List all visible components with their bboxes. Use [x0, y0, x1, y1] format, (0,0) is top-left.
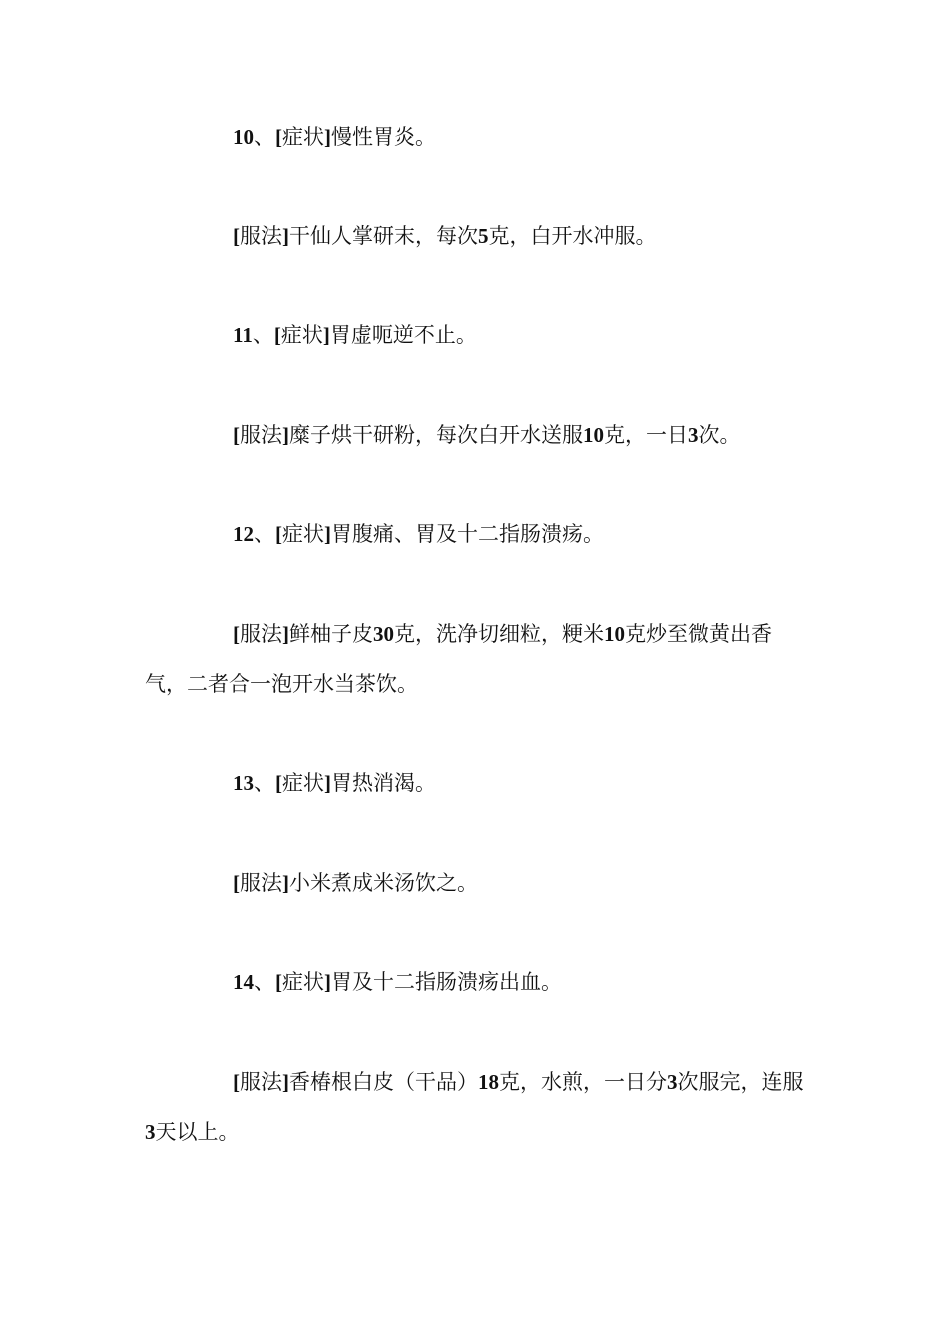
bold-segment: ]	[282, 1070, 289, 1094]
text-segment: 、	[254, 522, 275, 546]
bold-segment: 3	[145, 1120, 156, 1144]
bold-segment: ]	[282, 423, 289, 447]
text-segment: 次服完，连服	[677, 1070, 804, 1094]
text-segment: 、	[254, 771, 275, 795]
bold-segment: 10	[583, 423, 604, 447]
text-segment: 胃虚呃逆不止。	[329, 323, 477, 347]
text-segment: 服法	[240, 871, 282, 895]
text-segment: 症状	[282, 771, 324, 795]
symptom-paragraph-13	[145, 758, 809, 808]
text-segment: 次。	[698, 423, 741, 447]
bold-segment: 13	[233, 771, 254, 795]
dosage-paragraph-13	[145, 858, 809, 908]
text-segment: 服法	[240, 224, 282, 248]
text-segment: 小米煮成米汤饮之。	[289, 871, 478, 895]
bold-segment: [	[273, 323, 281, 347]
text-segment: 克，水煎，一日分	[499, 1070, 667, 1094]
bold-segment: 14	[233, 970, 254, 994]
bold-segment: 18	[478, 1070, 499, 1094]
bold-segment: [	[275, 125, 282, 149]
text-segment: 鲜柚子皮	[289, 622, 373, 646]
text-segment: 克，洗净切细粒，粳米	[394, 622, 604, 646]
bold-segment: [	[233, 224, 240, 248]
bold-segment: ]	[324, 125, 331, 149]
dosage-paragraph-12	[145, 609, 809, 709]
bold-segment: ]	[324, 970, 331, 994]
bold-segment: [	[275, 970, 282, 994]
symptom-paragraph-12	[145, 509, 809, 559]
bold-segment: ]	[322, 323, 330, 347]
text-segment: 天以上。	[155, 1120, 240, 1144]
text-segment: 症状	[280, 323, 323, 347]
bold-segment: ]	[324, 771, 331, 795]
text-segment: 、	[254, 125, 275, 149]
text-segment: 糜子烘干研粉，每次白开水送服	[289, 423, 583, 447]
bold-segment: [	[233, 1070, 240, 1094]
bold-segment: 10	[604, 622, 625, 646]
bold-segment: [	[275, 522, 282, 546]
text-segment: 症状	[282, 125, 324, 149]
text-segment: 克，白开水冲服。	[488, 224, 657, 248]
text-segment: 克，一日	[604, 423, 688, 447]
dosage-paragraph-10	[145, 211, 809, 261]
bold-segment: 3	[667, 1070, 678, 1094]
bold-segment: 11	[233, 323, 253, 347]
bold-segment: 10	[233, 125, 254, 149]
symptom-paragraph-14	[145, 957, 809, 1007]
text-segment: 、	[254, 970, 275, 994]
dosage-paragraph-14	[145, 1057, 809, 1157]
text-segment: 胃及十二指肠溃疡出血。	[331, 970, 562, 994]
text-segment: 症状	[282, 522, 324, 546]
text-segment: 慢性胃炎。	[331, 125, 436, 149]
bold-segment: 3	[688, 423, 699, 447]
text-segment: 服法	[240, 1070, 282, 1094]
bold-segment: 30	[373, 622, 394, 646]
text-segment: 服法	[240, 622, 282, 646]
text-segment: 、	[252, 323, 274, 347]
text-segment: 香椿根白皮（干品）	[289, 1070, 478, 1094]
bold-segment: [	[233, 622, 240, 646]
text-segment: 胃热消渴。	[331, 771, 436, 795]
dosage-paragraph-11	[145, 410, 809, 460]
bold-segment: ]	[282, 871, 289, 895]
bold-segment: [	[233, 871, 240, 895]
bold-segment: ]	[282, 224, 289, 248]
symptom-paragraph-11	[145, 310, 809, 360]
bold-segment: [	[233, 423, 240, 447]
bold-segment: 5	[478, 224, 489, 248]
bold-segment: ]	[282, 622, 289, 646]
text-segment: 胃腹痛、胃及十二指肠溃疡。	[331, 522, 604, 546]
text-segment: 干仙人掌研末，每次	[289, 224, 478, 248]
symptom-paragraph-10	[145, 112, 809, 162]
bold-segment: 12	[233, 522, 254, 546]
bold-segment: [	[275, 771, 282, 795]
bold-segment: ]	[324, 522, 331, 546]
text-segment: 克炒至微黄出香气，二者合一泡开水当茶饮。	[145, 622, 772, 696]
text-segment: 服法	[240, 423, 282, 447]
text-segment: 症状	[282, 970, 324, 994]
